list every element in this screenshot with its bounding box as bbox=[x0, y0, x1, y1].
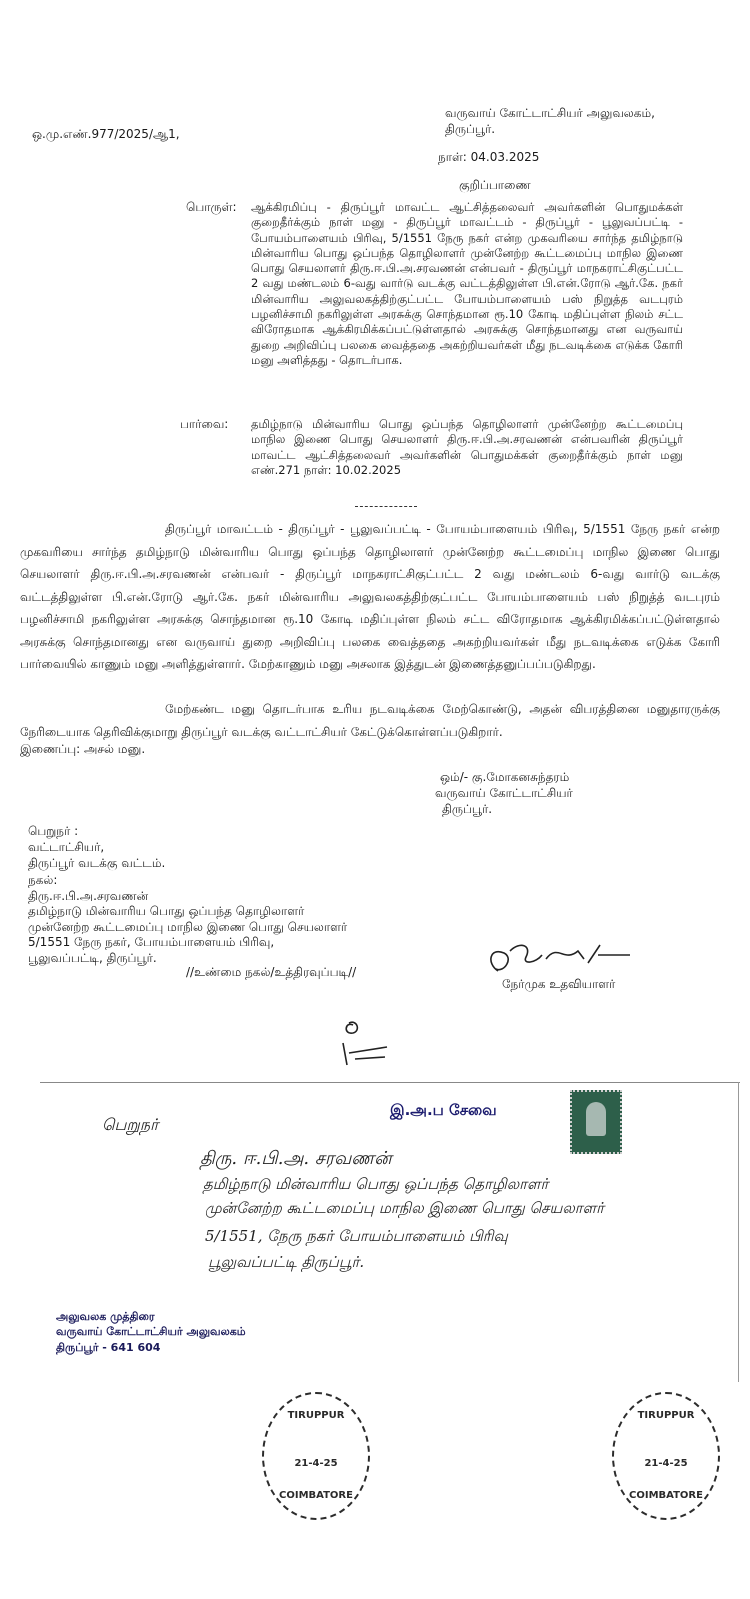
reference-text: தமிழ்நாடு மின்வாரிய பொது ஒப்பந்த தொழிலாளர் முன்னேற்ற கூட்டமைப்பு மாநில இணை பொது செயலாளர் திரு.ஈ.பி.அ.சரவணன் என்பவரின் திருப்பூர் மாவட்ட ஆட்சித்தலைவர் அவர்களின் பொதுமக்கள் குறைதீர்க்கும் நாள் மனு எண்.271 நாள்: 10.02.2025 bbox=[251, 417, 683, 477]
copy-line: திரு.ஈ.பி.அ.சரவணன் bbox=[28, 888, 149, 903]
envelope-address-line: பூலுவப்பட்டி திருப்பூர். bbox=[208, 1253, 365, 1271]
postmark-top-text: TIRUPPUR bbox=[287, 1410, 345, 1421]
office-city: திருப்பூர். bbox=[445, 122, 496, 136]
envelope-address-line: முன்னேற்ற கூட்டமைப்பு மாநில இணை பொது செயலாளர் bbox=[205, 1199, 605, 1217]
handwritten-initials-date bbox=[335, 1013, 395, 1071]
signatory-place: திருப்பூர். bbox=[442, 802, 493, 816]
recipient-block bbox=[28, 823, 165, 871]
memo-title: குறிப்பாணை bbox=[459, 178, 531, 192]
handwritten-signature-assistant bbox=[480, 933, 640, 983]
office-name: வருவாய் கோட்டாட்சியர் அலுவலகம், bbox=[445, 106, 655, 120]
postmark-bottom-text: COIMBATORE bbox=[279, 1490, 353, 1501]
copy-block bbox=[28, 873, 347, 966]
assistant-designation: நேர்முக உதவியாளர் bbox=[502, 977, 616, 991]
reference-label: பார்வை: bbox=[180, 417, 229, 431]
envelope-address-line: 5/1551, நேரு நகர் போயம்பாளையம் பிரிவு bbox=[205, 1227, 508, 1245]
sender-line: வருவாய் கோட்டாட்சியர் அலுவலகம் bbox=[56, 1325, 246, 1338]
postmark-date: 21-4-25 bbox=[294, 1458, 338, 1469]
envelope-address-line: திரு. ஈ.பி.அ. சரவணன் bbox=[200, 1148, 392, 1169]
sender-line: அலுவலக முத்திரை bbox=[56, 1310, 155, 1323]
subject-text: ஆக்கிரமிப்பு - திருப்பூர் மாவட்ட ஆட்சித்தலைவர் அவர்களின் பொதுமக்கள் குறைதீர்க்கும் நாள் மனு - திருப்பூர் மாவட்டம் - திருப்பூர் - பூலுவப்பட்டி - போயம்பாளையம் பிரிவு, 5/1551 நேரு நகர் என்ற முகவரியை சார்ந்த தமிழ்நாடு மின்வாரிய பொது ஒப்பந்த தொழிலாளர் முன்னேற்ற கூட்டமைப்பு மாநில இணை பொது செயலாளர் திரு.ஈ.பி.அ.சரவணன் என்பவர் - திருப்பூர் மாநகராட்சிகுட்பட்ட 2 வது மண்டலம் 6-வது வார்டு வடக்கு வட்டத்திலுள்ள பி.என்.ரோடு ஆர்.கே. நகர் மின்வாரிய அலுவலகத்திற்குட்பட்ட போயம்பாளையம் பஸ் நிறுத்த வடபுரம் பழனிச்சாமி நகரிலுள்ள அரசுக்கு சொந்தமான ரூ.10 கோடி மதிப்புள்ள நிலம் சட்ட விரோதமாக ஆக்கிரமிக்கப்பட்டுள்ளதால் அரசுக்கு சொந்தமானது என வருவாய் துறை அறிவிப்பு பலகை வைத்ததை அகற்றியவர்கள் மீது நடவடிக்கை எடுக்க கோரி மனு அளித்தது - தொடர்பாக. bbox=[251, 200, 683, 367]
postmark-right bbox=[612, 1392, 720, 1520]
stamp-emblem-icon bbox=[586, 1102, 606, 1136]
copy-line: 5/1551 நேரு நகர், போயம்பாளையம் பிரிவு, bbox=[28, 935, 275, 949]
body-paragraph-2: மேற்கண்ட மனு தொடர்பாக உரிய நடவடிக்கை மேற்கொண்டு, அதன் விபரத்தினை மனுதாரருக்கு நேரிடையாக தெரிவிக்குமாறு திருப்பூர் வடக்கு வட்டாட்சியர் கேட்டுக்கொள்ளப்படுகிறார். bbox=[20, 702, 720, 739]
subject-label: பொருள்: bbox=[186, 200, 237, 214]
recipient-label: பெறுநர் : bbox=[28, 824, 79, 838]
reference-number: ஒ.மு.எண்.977/2025/ஆ1, bbox=[32, 127, 180, 141]
copy-label: நகல்: bbox=[28, 873, 58, 887]
copy-line: முன்னேற்ற கூட்டமைப்பு மாநில இணை பொது செயலாளர் bbox=[28, 919, 348, 934]
section-divider bbox=[355, 506, 417, 507]
copy-line: பூலுவப்பட்டி, திருப்பூர். bbox=[28, 950, 157, 965]
recipient-line: திருப்பூர் வடக்கு வட்டம். bbox=[28, 856, 166, 870]
postmark-left bbox=[262, 1392, 370, 1520]
envelope-service-label: இ.அ.ப சேவை bbox=[390, 1101, 497, 1119]
signatory-designation: வருவாய் கோட்டாட்சியர் bbox=[435, 786, 573, 800]
envelope-address-line: தமிழ்நாடு மின்வாரிய பொது ஒப்பந்த தொழிலாளர் bbox=[203, 1175, 549, 1193]
sender-line: திருப்பூர் - 641 604 bbox=[56, 1341, 161, 1354]
true-copy-note: //உண்மை நகல்/உத்திரவுப்படி// bbox=[186, 965, 357, 979]
signatory-name: ஒம்/- கு.மோகனசுந்தரம் bbox=[440, 770, 570, 784]
postage-stamp bbox=[570, 1090, 622, 1154]
postmark-top-text: TIRUPPUR bbox=[637, 1410, 695, 1421]
postmark-bottom-text: COIMBATORE bbox=[629, 1490, 703, 1501]
recipient-line: வட்டாட்சியர், bbox=[28, 840, 105, 854]
copy-line: தமிழ்நாடு மின்வாரிய பொது ஒப்பந்த தொழிலாளர் bbox=[28, 904, 305, 918]
body-paragraph-1: திருப்பூர் மாவட்டம் - திருப்பூர் - பூலுவப்பட்டி - போயம்பாளையம் பிரிவு, 5/1551 நேரு நகர் என்ற முகவரியை சார்ந்த தமிழ்நாடு மின்வாரிய பொது ஒப்பந்த தொழிலாளர் முன்னேற்ற கூட்டமைப்பு மாநில இணை பொது செயலாளர் திரு.ஈ.பி.அ.சரவணன் என்பவர் - திருப்பூர் மாநகராட்சிகுட்பட்ட 2 வது மண்டலம் 6-வது வார்டு வடக்கு வட்டத்திலுள்ள பி.என்.ரோடு ஆர்.கே. நகர் மின்வாரிய அலுவலகத்திற்குட்பட்ட போயம்பாளையம் பஸ் நிறுத்த் வடபுரம் பழனிச்சாமி நகரிலுள்ள அரசுக்கு சொந்தமான ரூ.10 கோடி மதிப்புள்ள நிலம் சட்ட விரோதமாக ஆக்கிரமிக்கப்பட்டுள்ளதால் அரசுக்கு சொந்தமானது என வருவாய் துறை அறிவிப்பு பலகை வைத்ததை அகற்றியவர்கள் மீது நடவடிக்கை எடுக்க கோரி பார்வையில் காணும் மனு அளித்துள்ளார். மேற்காணும் மனு அசலாக இத்துடன் இணைத்தனுப்பப்படுகிறது. bbox=[20, 522, 720, 671]
postmark-date: 21-4-25 bbox=[644, 1458, 688, 1469]
document-date: நாள்: 04.03.2025 bbox=[438, 150, 540, 164]
enclosure-note: இணைப்பு: அசல் மனு. bbox=[20, 742, 146, 756]
envelope-to-label: பெறுநர் bbox=[102, 1115, 159, 1134]
sender-stamp bbox=[46, 1298, 252, 1362]
envelope-edge bbox=[738, 1082, 739, 1382]
